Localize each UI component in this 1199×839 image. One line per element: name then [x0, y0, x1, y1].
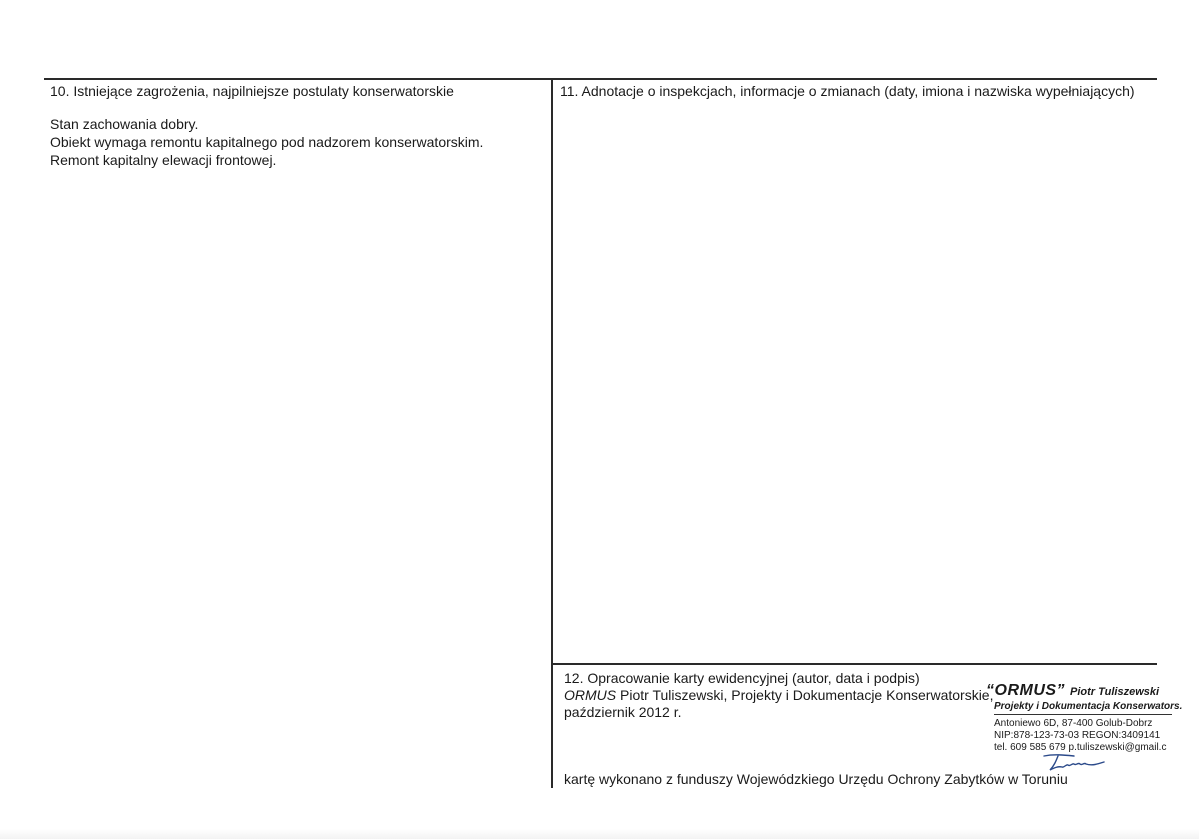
- sheet-edge: [0, 829, 1199, 839]
- stamp-address: Antoniewo 6D, 87-400 Golub-Dobrz: [994, 718, 1153, 729]
- company-stamp: [986, 682, 1196, 754]
- section10-line-1: Stan zachowania dobry.: [50, 116, 199, 132]
- stamp-brand: [986, 682, 1196, 700]
- section12-date: październik 2012 r.: [564, 704, 682, 720]
- section10-heading: 10. Istniejące zagrożenia, najpilniejsze postulaty konserwatorskie: [50, 83, 454, 99]
- stamp-subtitle: Projekty i Dokumentacja Konserwators.: [994, 701, 1172, 715]
- column-divider: [551, 78, 553, 788]
- stamp-brand-owner: Piotr Tuliszewski: [1070, 686, 1160, 698]
- author-name: Piotr Tuliszewski, Projekty i Dokumentacje Konserwatorskie,: [616, 687, 994, 703]
- stamp-contact: tel. 609 585 679 p.tuliszewski@gmail.c: [994, 742, 1167, 753]
- stamp-brand-name: “ORMUS”: [986, 682, 1066, 699]
- funding-note: kartę wykonano z funduszy Wojewódzkiego Urzędu Ochrony Zabytków w Toruniu: [564, 771, 1068, 787]
- section10-line-2: Obiekt wymaga remontu kapitalnego pod nadzorem konserwatorskim.: [50, 134, 484, 150]
- stamp-ids: NIP:878-123-73-03 REGON:3409141: [994, 730, 1161, 741]
- section12-author: [564, 687, 993, 704]
- signature: [1040, 752, 1110, 774]
- section11-heading: 11. Adnotacje o inspekcjach, informacje o zmianach (daty, imiona i nazwiska wypełniających): [560, 83, 1135, 99]
- section12-rule: [551, 663, 1157, 665]
- section12-heading: 12. Opracowanie karty ewidencyjnej (autor, data i podpis): [564, 670, 920, 686]
- top-rule: [44, 78, 1157, 80]
- section10-line-3: Remont kapitalny elewacji frontowej.: [50, 152, 277, 168]
- author-brand: ORMUS: [564, 687, 617, 703]
